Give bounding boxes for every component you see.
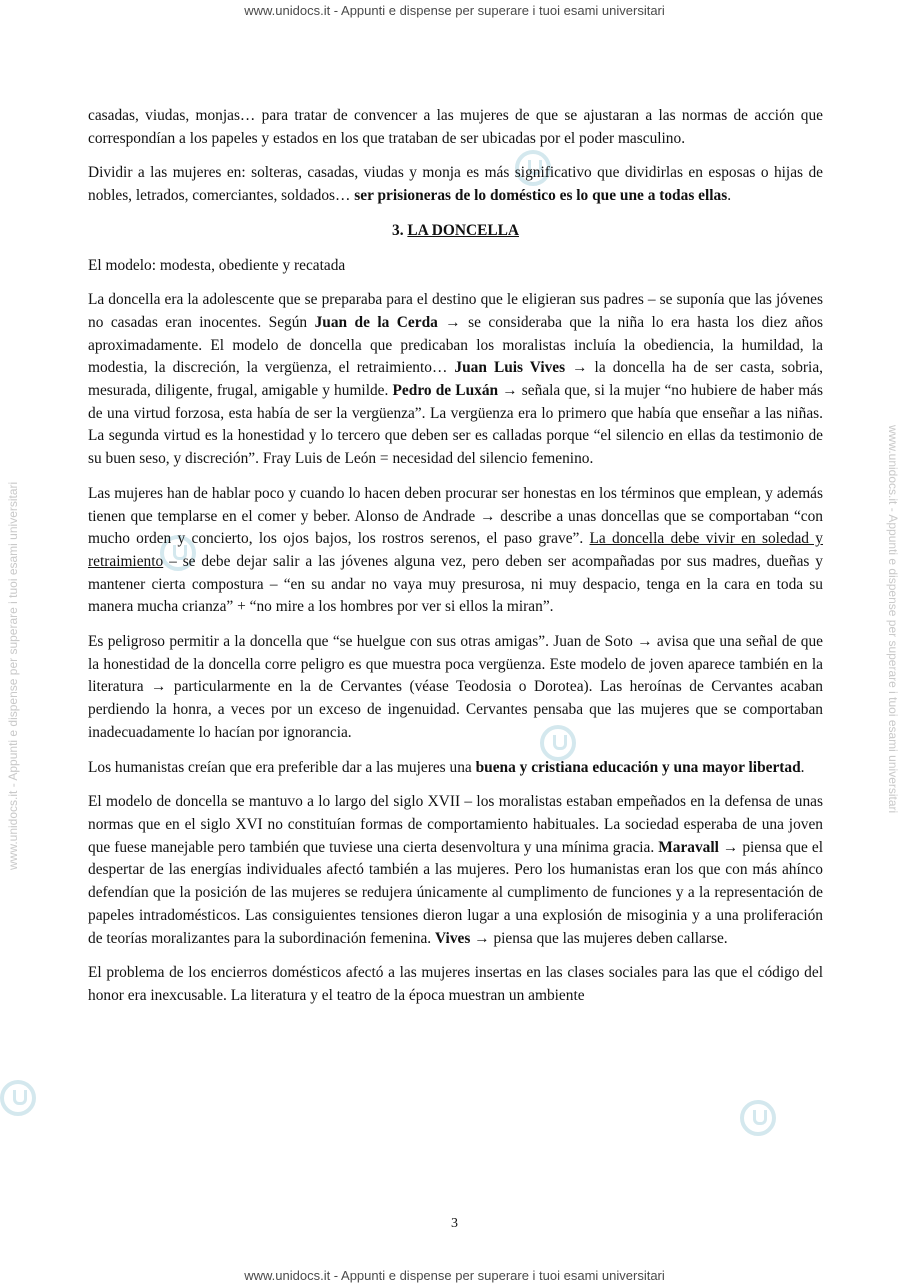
- watermark-side-left: www.unidocs.it - Appunti e dispense per superare i tuoi esami universitari: [6, 481, 20, 870]
- watermark-header: www.unidocs.it - Appunti e dispense per superare i tuoi esami universitari: [244, 3, 665, 18]
- unidocs-logo-icon: [0, 1080, 36, 1116]
- paragraph: Las mujeres han de hablar poco y cuando lo hacen deben procurar ser honestas en los términos que emplean, y además tienen que templarse en el comer y beber. Alonso de Andrade → describe a unas doncellas que se comportaban “con mucho orden y concierto, los ojos bajos, los rostros serenos, el paso grave”. La doncella debe vivir en soledad y retraimiento – se debe dejar salir a las jóvenes alguna vez, pero deben ser acompañadas por sus madres, dueñas y mantener cierta compostura – “en su andar no vaya muy presurosa, ni muy despacio, tenga en la cara en toda su manera mucha crianza” + “no mire a los hombres por ver si ellos la miran”.: [88, 484, 823, 616]
- paragraph: casadas, viudas, monjas… para tratar de convencer a las mujeres de que se ajustaran a las normas de acción que correspondían a los papeles y estados en los que trataban de ser ubicadas por el poder masculino.: [88, 107, 823, 147]
- paragraph: El modelo de doncella se mantuvo a lo largo del siglo XVII – los moralistas estaban empeñados en la defensa de unas normas que en el siglo XVI no constituían formas de comportamiento habituales. La sociedad esperaba de una joven que fuese manejable pero también que tuviese una cierta desenvoltura y una mínima gracia. Maravall → piensa que el despertar de las energías individuales afectó también a las mujeres. Pero los humanistas eran los que con más ahínco defendían que la posición de las mujeres se redujera únicamente al cumplimento de funciones y a la representación de papeles intradomésticos. Las consiguientes tensiones dieron lugar a una explosión de misoginia y a una proliferación de teorías moralizantes para la subordinación femenina. Vives → piensa que las mujeres deben callarse.: [88, 793, 823, 947]
- page-number: 3: [451, 1216, 458, 1231]
- unidocs-logo-icon: [740, 1100, 776, 1136]
- section-heading: 3. LA DONCELLA: [392, 221, 519, 239]
- watermark-footer: www.unidocs.it - Appunti e dispense per superare i tuoi esami universitari: [244, 1268, 665, 1283]
- document-page: [88, 105, 823, 1020]
- paragraph: Dividir a las mujeres en: solteras, casadas, viudas y monja es más significativo que dividirlas en esposas o hijas de nobles, letrados, comerciantes, soldados… ser prisioneras de lo doméstico es lo que une a todas ellas.: [88, 164, 823, 205]
- watermark-side-right: www.unidocs.it - Appunti e dispense per superare i tuoi esami universitari: [886, 425, 900, 814]
- paragraph: La doncella era la adolescente que se preparaba para el destino que le eligieran sus padres – se suponía que las jóvenes no casadas eran inocentes. Según Juan de la Cerda → se consideraba que la niña lo era hasta los diez años aproximadamente. El modelo de doncella que predicaban los moralistas incluía la obediencia, la humildad, la modestia, la discreción, la vergüenza, el retraimiento… Juan Luis Vives → la doncella ha de ser casta, sobria, mesurada, diligente, frugal, amigable y humilde. Pedro de Luxán → señala que, si la mujer “no hubiere de haber más de una virtud forzosa, esta había de ser la vergüenza”. La vergüenza era lo primero que había que enseñar a las niñas. La segunda virtud es la honestidad y lo tercero que deben ser es calladas porque “el silencio en ellas da testimonio de su buen seso, y discreción”. Fray Luis de León = necesidad del silencio femenino.: [88, 291, 824, 468]
- paragraph: El modelo: modesta, obediente y recatada: [88, 256, 346, 274]
- paragraph: El problema de los encierros domésticos afectó a las mujeres insertas en las clases sociales para las que el código del honor era inexcusable. La literatura y el teatro de la época muestran un ambiente: [88, 964, 823, 1004]
- paragraph: Es peligroso permitir a la doncella que “se huelgue con sus otras amigas”. Juan de Soto → avisa que una señal de que la honestidad de la doncella corre peligro es que muestra poca vergüenza. Este modelo de joven aparece también en la literatura → particularmente en la de Cervantes (véase Teodosia o Dorotea). Las heroínas de Cervantes acaban perdiendo la honra, a veces por un exceso de ingenuidad. Cervantes pensaba que las mujeres que se comportaban inadecuadamente lo hacían por ignorancia.: [88, 633, 823, 741]
- paragraph: Los humanistas creían que era preferible dar a las mujeres una buena y cristiana educación y una mayor libertad.: [88, 758, 805, 776]
